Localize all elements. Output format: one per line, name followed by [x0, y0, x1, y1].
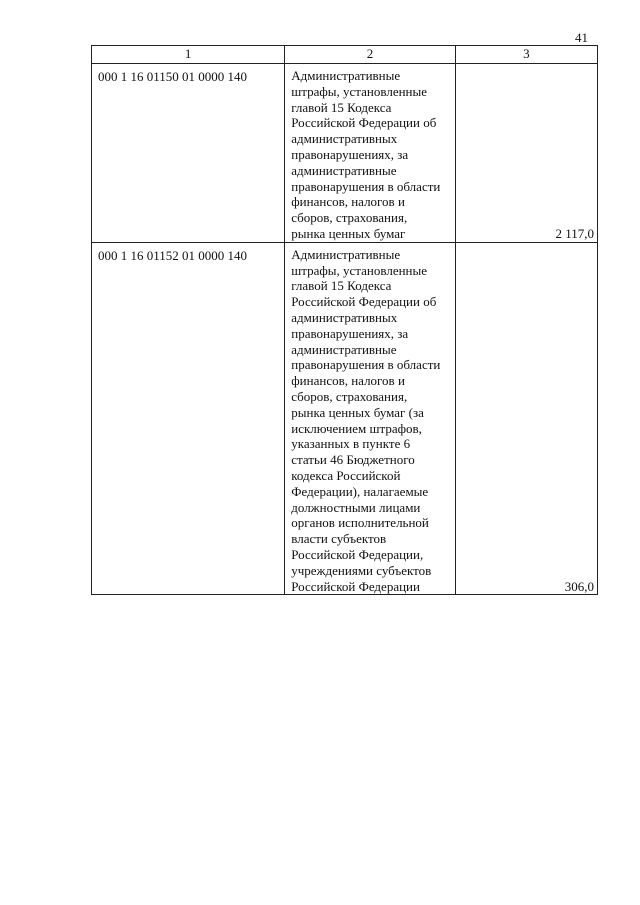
name-line: административные [291, 162, 397, 178]
name-line: власти субъектов [291, 531, 387, 547]
name-line: кодекса Российской [291, 467, 401, 483]
name-line: указанных в пункте 6 [291, 436, 411, 452]
income-name-cell [285, 242, 455, 595]
name-line: главой 15 Кодекса [291, 278, 392, 294]
table-row [92, 242, 598, 595]
name-line: Российской Федерации об [291, 115, 437, 131]
name-line: правонарушениях, за [291, 146, 409, 162]
name-line: Российской Федерации [291, 578, 420, 594]
table-header-row [92, 46, 598, 64]
name-line: сборов, страхования, [291, 388, 408, 404]
table-row [92, 64, 598, 243]
name-line: Российской Федерации, [291, 546, 424, 562]
name-line: учреждениями субъектов [291, 562, 432, 578]
name-line: исключением штрафов, [291, 420, 422, 436]
column-header-1: 1 [92, 46, 285, 64]
name-line: главой 15 Кодекса [291, 99, 392, 115]
amount-cell: 2 117,0 [455, 64, 597, 243]
page-number: 41 [575, 30, 588, 45]
name-line: правонарушениях, за [291, 325, 409, 341]
name-line: сборов, страхования, [291, 210, 408, 226]
name-line: Российской Федерации об [291, 294, 437, 310]
name-line: финансов, налогов и [291, 373, 405, 389]
column-header-2: 2 [285, 46, 455, 64]
name-line: должностными лицами [291, 499, 421, 515]
name-line: рынка ценных бумаг (за [291, 404, 424, 420]
name-line: штрафы, установленные [291, 83, 428, 99]
name-line: административных [291, 131, 398, 147]
name-line: органов исполнительной [291, 515, 429, 531]
name-line: статьи 46 Бюджетного [291, 452, 415, 468]
amount-cell: 306,0 [455, 242, 597, 595]
name-line: штрафы, установленные [291, 262, 428, 278]
name-line: Административные [291, 246, 401, 262]
name-line: рынка ценных бумаг [291, 225, 406, 241]
name-line: Административные [291, 68, 401, 83]
income-code-cell: 000 1 16 01150 01 0000 140 [92, 64, 285, 243]
name-line: финансов, налогов и [291, 194, 405, 210]
column-header-3: 3 [455, 46, 597, 64]
budget-table [91, 45, 598, 595]
name-line: административных [291, 309, 398, 325]
name-line: Федерации), налагаемые [291, 483, 429, 499]
income-code-cell: 000 1 16 01152 01 0000 140 [92, 242, 285, 595]
name-line: административные [291, 341, 397, 357]
income-name-cell [285, 64, 455, 243]
name-line: правонарушения в области [291, 357, 441, 373]
name-line: правонарушения в области [291, 178, 441, 194]
